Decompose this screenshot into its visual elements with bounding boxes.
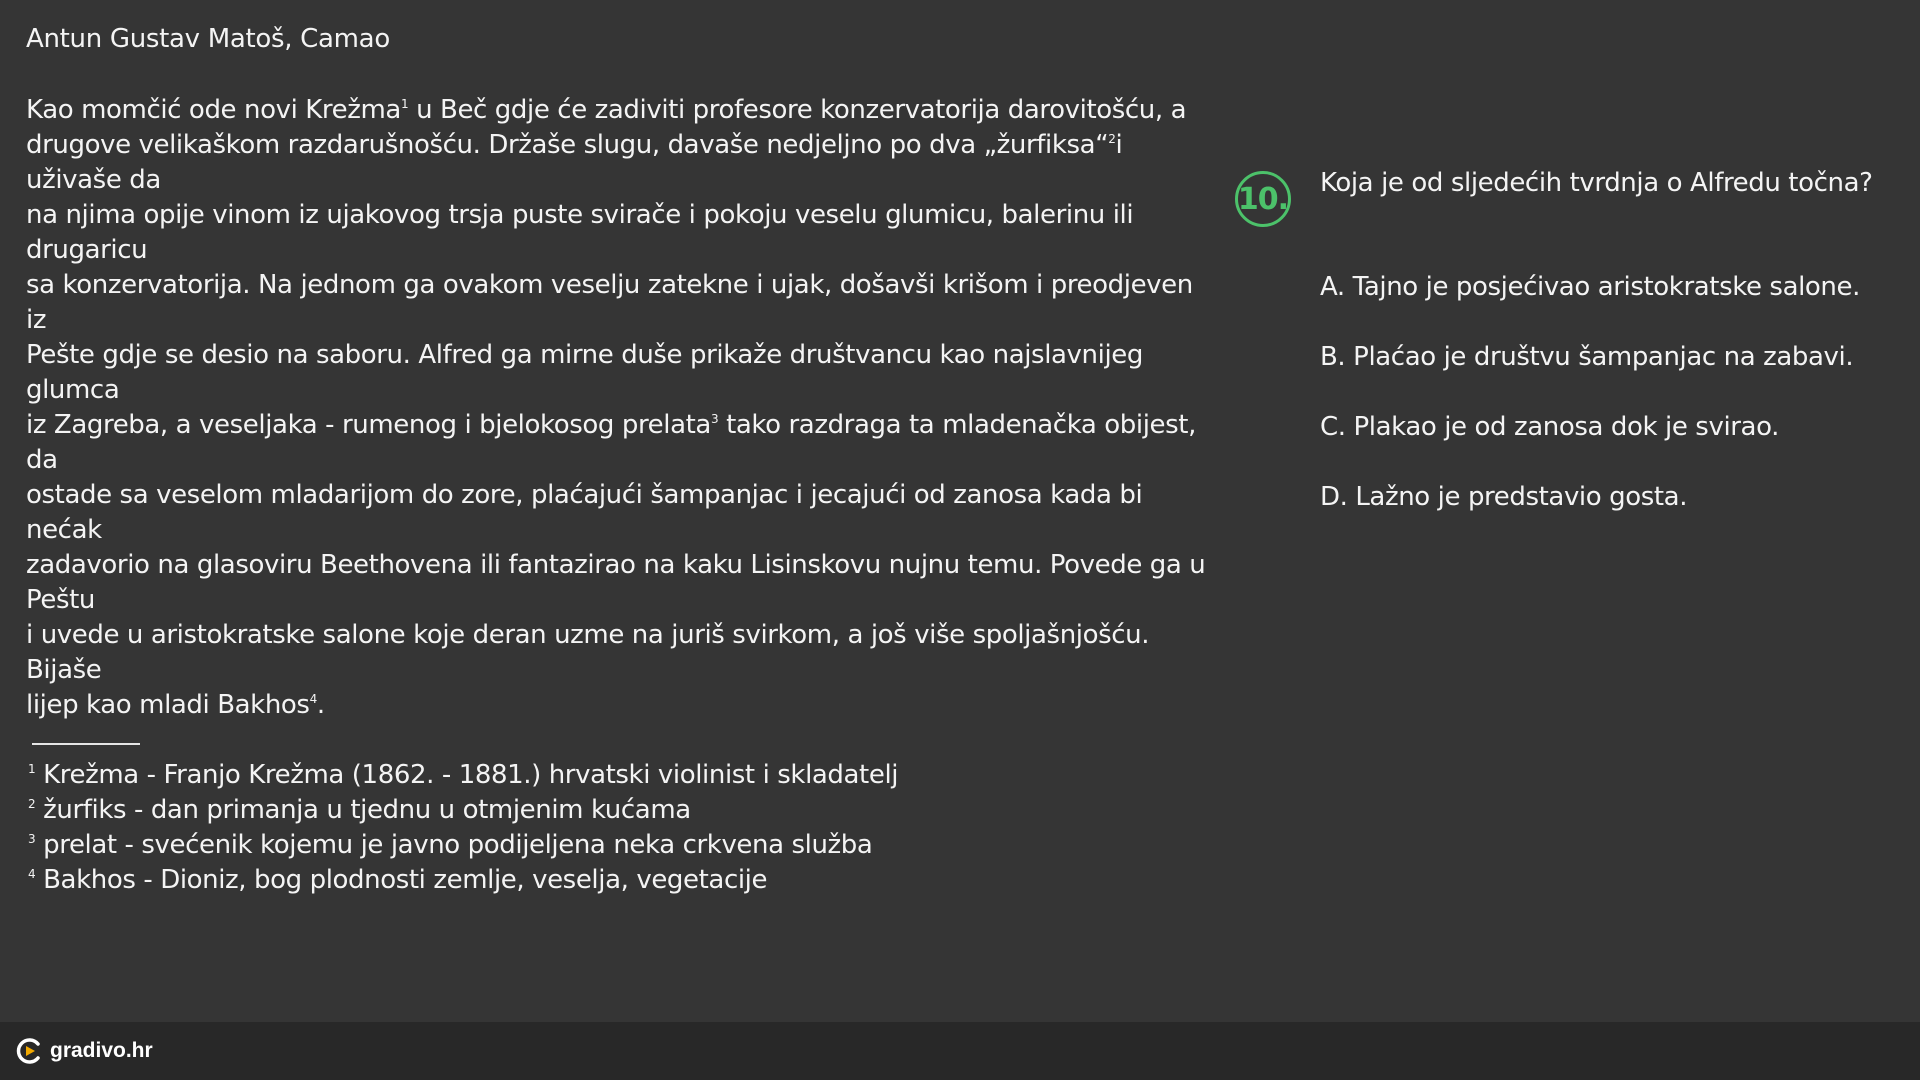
passage-line: Kao momčić ode novi Krežma$^1$ u Beč gdje će zadiviti profesore konzervatorija darovitošću, a: [26, 95, 1187, 125]
footnote-list: [28, 758, 898, 898]
question-number: 10.: [1237, 181, 1289, 217]
footnote-item: $^4$ Bakhos - Dioniz, bog plodnosti zemlje, veselja, vegetacije: [28, 865, 768, 895]
footnote-ref: 4: [309, 692, 317, 706]
question-text: Koja je od sljedećih tvrdnja o Alfredu točna?: [1320, 168, 1873, 198]
footnote-ref: 3: [710, 412, 719, 426]
source-title: Antun Gustav Matoš, Camao: [26, 24, 390, 54]
answer-option-b[interactable]: B. Plaćao je društvu šampanjac na zabavi.: [1320, 342, 1854, 372]
brand-name[interactable]: gradivo.hr: [50, 1039, 153, 1062]
passage-line: ostade sa veselom mladarijom do zore, plaćajući šampanjac i jecajući od zanosa kada bi nećak: [26, 480, 1143, 545]
passage-line: lijep kao mladi Bakhos$^4$.: [26, 690, 325, 720]
passage-line: drugove velikaškom razdarušnošću. Držaše slugu, davaše nedjeljno po dva „žurfiksa“$^2$i uživaše da: [26, 130, 1123, 195]
passage-text: [26, 93, 1206, 723]
passage-line: na njima opije vinom iz ujakovog trsja puste svirače i pokoju veselu glumicu, balerinu ili drugaricu: [26, 200, 1134, 265]
answer-option-d[interactable]: D. Lažno je predstavio gosta.: [1320, 482, 1688, 512]
gradivo-logo-icon[interactable]: [14, 1036, 44, 1066]
footnote-divider: [32, 743, 140, 745]
footnote-item: $^1$ Krežma - Franjo Krežma (1862. - 1881.) hrvatski violinist i skladatelj: [28, 760, 899, 790]
answer-option-c[interactable]: C. Plakao je od zanosa dok je svirao.: [1320, 412, 1780, 442]
footnote-ref: 1: [400, 97, 409, 111]
answer-option-a[interactable]: A. Tajno je posjećivao aristokratske salone.: [1320, 272, 1860, 302]
footnote-ref: 2: [1108, 132, 1116, 146]
question-number-badge: [1235, 171, 1291, 227]
footnote-item: $^2$ žurfiks - dan primanja u tjednu u otmjenim kućama: [28, 795, 691, 825]
passage-line: Pešte gdje se desio na saboru. Alfred ga mirne duše prikaže društvancu kao najslavnijeg glumca: [26, 340, 1143, 405]
passage-line: iz Zagreba, a veseljaka - rumenog i bjelokosog prelata$^3$ tako razdraga ta mladenačka obijest, da: [26, 410, 1196, 475]
passage-line: i uvede u aristokratske salone koje deran uzme na juriš svirkom, a još više spoljašnjošću. Bijaše: [26, 620, 1150, 685]
footnote-item: $^3$ prelat - svećenik kojemu je javno podijeljena neka crkvena služba: [28, 830, 873, 860]
passage-line: zadavorio na glasoviru Beethovena ili fantazirao na kaku Lisinskovu nujnu temu. Povede ga u Peštu: [26, 550, 1206, 615]
footer-bar: [0, 1022, 1920, 1080]
answer-list: [1320, 272, 1860, 552]
passage-line: sa konzervatorija. Na jednom ga ovakom veselju zatekne i ujak, došavši krišom i preodjeven iz: [26, 270, 1193, 335]
